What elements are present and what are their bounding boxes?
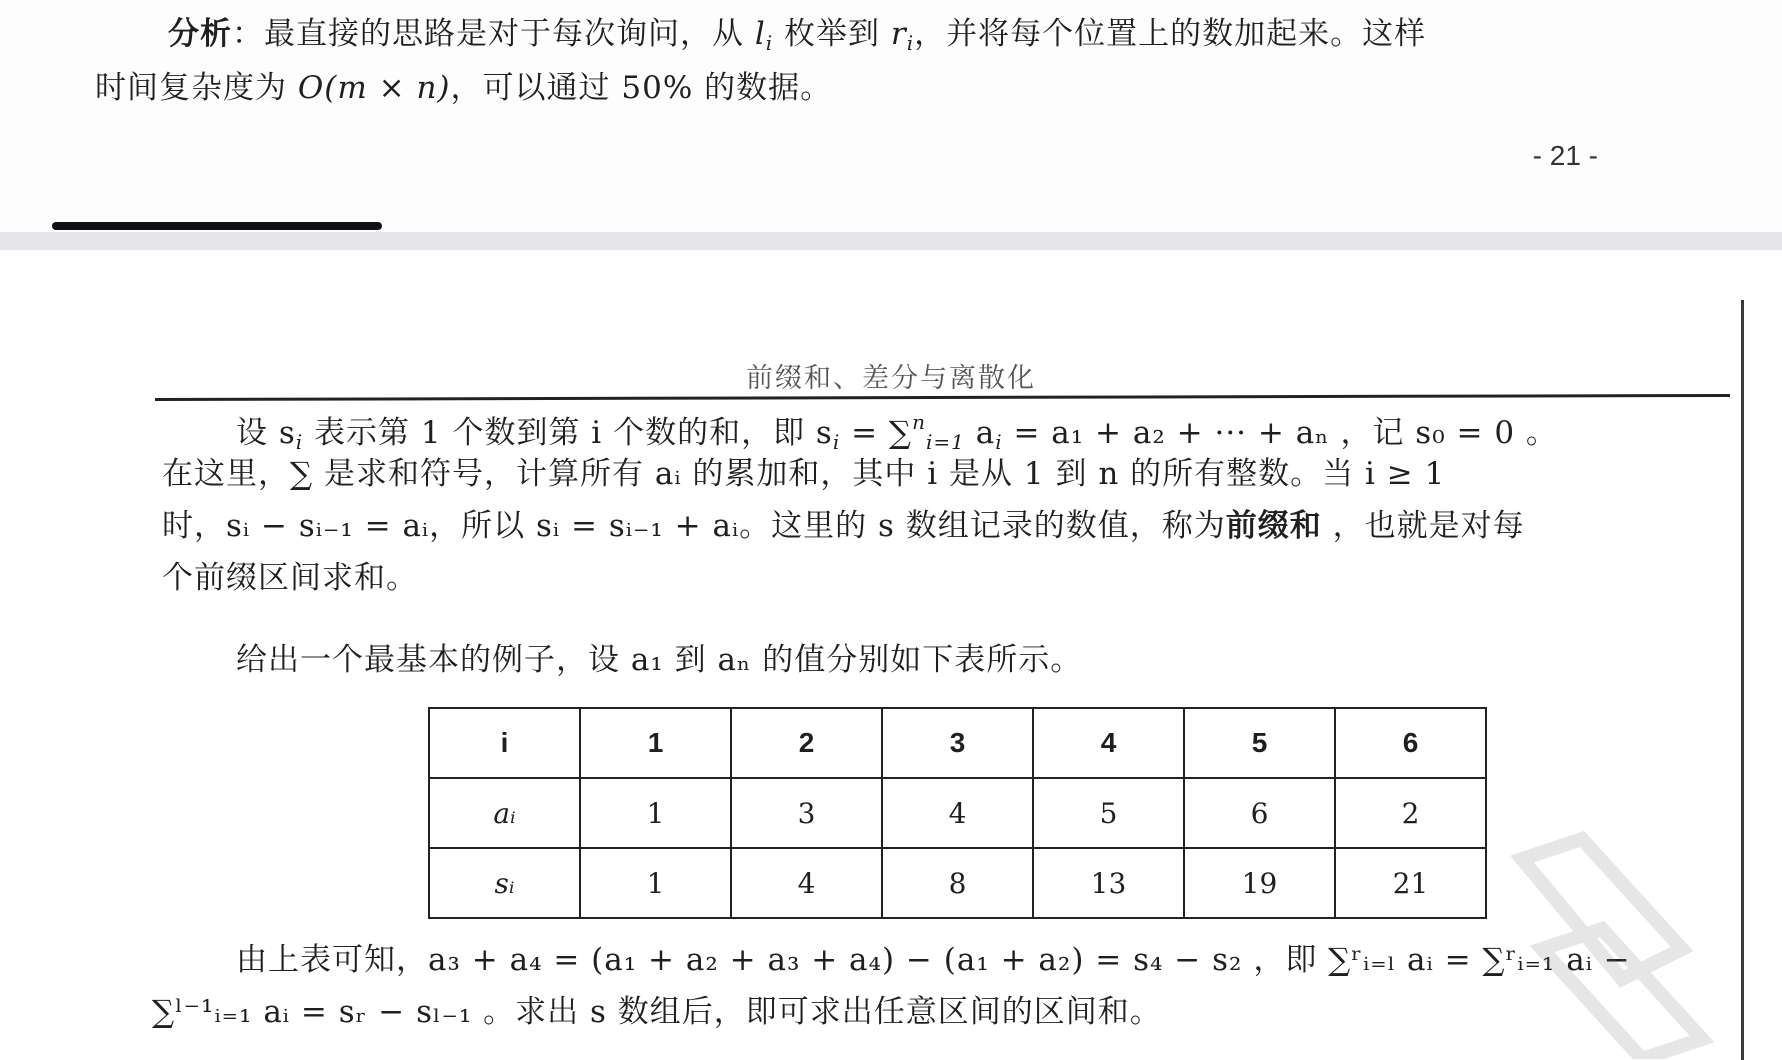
table-header-row <box>429 708 1486 778</box>
table-cell: 1 <box>580 778 731 848</box>
para1-line3-text-b: ，也就是对每 <box>1321 508 1525 544</box>
table-cell: 2 <box>731 708 882 778</box>
analysis-label: 分析 <box>168 16 232 52</box>
table-cell: i <box>429 708 580 778</box>
para1-line-3 <box>162 506 1525 546</box>
term-prefix-sum: 前缀和 <box>1225 508 1322 544</box>
table-row-s <box>429 848 1486 918</box>
table-cell: 1 <box>580 848 731 918</box>
sum-symbol: = ∑ <box>840 415 913 451</box>
page-separator <box>0 232 1782 250</box>
table-cell: 5 <box>1033 778 1184 848</box>
header-rule <box>155 394 1730 401</box>
para1-text-a: 设 s <box>236 415 296 451</box>
a-sub-i: i <box>995 430 1003 454</box>
table-cell: 1 <box>580 708 731 778</box>
para1-text-d: a <box>964 415 996 451</box>
complexity: O(m × n) <box>297 70 451 106</box>
table-cell: 5 <box>1184 708 1335 778</box>
table-cell: 2 <box>1335 778 1486 848</box>
analysis-text-2a: 时间复杂度为 <box>95 70 298 106</box>
var-l: l <box>754 16 766 52</box>
table-cell: aᵢ <box>429 778 580 848</box>
para1-line3-text-a: 时，sᵢ − sᵢ₋₁ = aᵢ，所以 sᵢ = sᵢ₋₁ + aᵢ。这里的 s 数组记录的数值，称为 <box>162 508 1226 544</box>
table-row-a <box>429 778 1486 848</box>
table-cell: 21 <box>1335 848 1486 918</box>
scan-edge-mark <box>52 222 382 230</box>
var-r-sub: i <box>906 31 915 55</box>
para3-line-1: 由上表可知，a₃ + a₄ = (a₁ + a₂ + a₃ + a₄) − (a₁ + a₂) = s₄ − s₂ ，即 ∑ʳᵢ₌ₗ aᵢ = ∑ʳᵢ₌₁ aᵢ − <box>236 942 1631 978</box>
analysis-text-1a: ：最直接的思路是对于每次询问，从 <box>232 16 755 52</box>
prefix-sum-table <box>428 707 1487 919</box>
table-cell: 4 <box>731 848 882 918</box>
para2: 给出一个最基本的例子，设 a₁ 到 aₙ 的值分别如下表所示。 <box>236 642 1083 678</box>
para3-line-2: ∑ˡ⁻¹ᵢ₌₁ aᵢ = sᵣ − sₗ₋₁ 。求出 s 数组后，即可求出任意区间的区间和。 <box>152 994 1162 1030</box>
para1-text-e: = a₁ + a₂ + ··· + aₙ ，记 s₀ = 0 。 <box>1002 415 1558 451</box>
table-cell: 4 <box>1033 708 1184 778</box>
sum-upper: n <box>912 410 926 434</box>
watermark-stamp <box>1482 829 1722 1059</box>
para1-text-b: 表示第 1 个数到第 i 个数的和，即 s <box>303 415 833 451</box>
table-cell: sᵢ <box>429 848 580 918</box>
table-cell: 6 <box>1184 778 1335 848</box>
analysis-line-1 <box>168 14 1426 63</box>
table-cell: 19 <box>1184 848 1335 918</box>
analysis-text-1c: ，并将每个位置上的数加起来。这样 <box>914 16 1427 52</box>
para1-line-1 <box>236 402 1558 462</box>
analysis-text-1b: 枚举到 <box>773 16 891 52</box>
sum-lower: i=1 <box>925 430 965 454</box>
table-cell: 8 <box>882 848 1033 918</box>
para1-line-2: 在这里，∑ 是求和符号，计算所有 aᵢ 的累加和，其中 i 是从 1 到 n 的所有整数。当 i ≥ 1 <box>162 456 1446 492</box>
analysis-text-2b: ，可以通过 50% 的数据。 <box>450 70 833 106</box>
s-sub-i: i <box>295 430 304 454</box>
analysis-line-2 <box>95 68 832 108</box>
current-page <box>0 250 1782 1059</box>
para1-line-4: 个前缀区间求和。 <box>162 560 418 596</box>
table-cell: 4 <box>882 778 1033 848</box>
table-cell: 6 <box>1335 708 1486 778</box>
table-cell: 3 <box>731 778 882 848</box>
var-r: r <box>890 16 907 52</box>
page-edge-line <box>1741 300 1744 1060</box>
running-header: 前缀和、差分与离散化 <box>746 363 1036 394</box>
page-number: - 21 - <box>1532 140 1598 171</box>
var-l-sub: i <box>765 31 774 55</box>
previous-page-fragment <box>0 0 1782 232</box>
table-cell: 3 <box>882 708 1033 778</box>
table-cell: 13 <box>1033 848 1184 918</box>
s-sub-i-2: i <box>832 430 841 454</box>
